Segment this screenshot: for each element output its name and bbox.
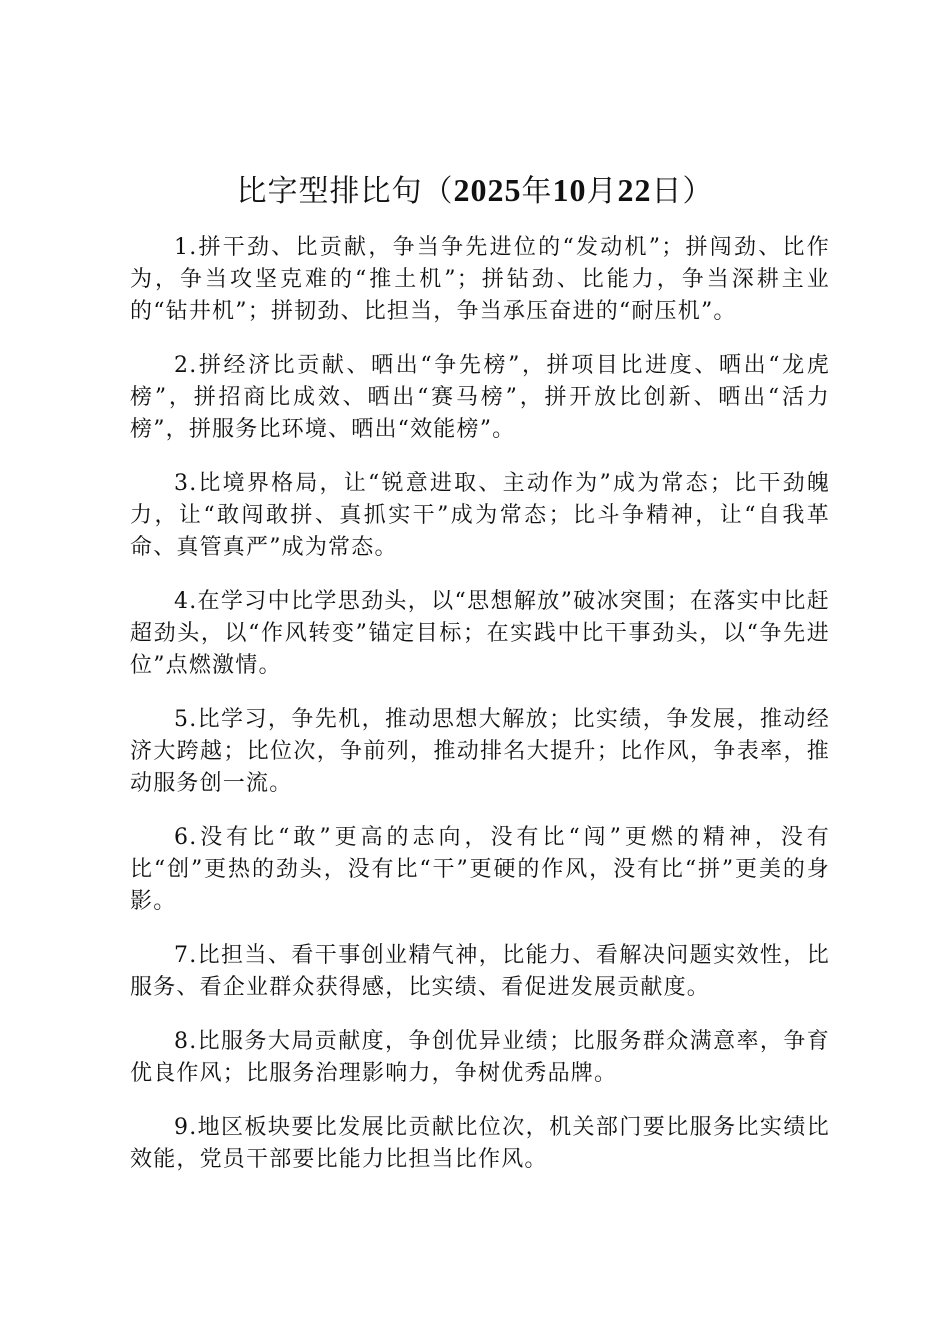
paragraph-4: 4.在学习中比学思劲头，以“思想解放”破冰突围；在落实中比赶超劲头，以“作风转变”锚定目标；在实践中比干事劲头，以“争先进位”点燃激情。 bbox=[130, 589, 830, 678]
paragraph-2: 2.拼经济比贡献、晒出“争先榜”，拼项目比进度、晒出“龙虎榜”，拼招商比成效、晒出“赛马榜”，拼开放比创新、晒出“活力榜”，拼服务比环境、晒出“效能榜”。 bbox=[130, 353, 830, 442]
paragraph-7: 7.比担当、看干事创业精气神，比能力、看解决问题实效性，比服务、看企业群众获得感，比实绩、看促进发展贡献度。 bbox=[130, 943, 830, 1000]
title-month: 10 bbox=[552, 172, 587, 208]
title-day-unit: 日） bbox=[651, 174, 714, 209]
paragraph-8: 8.比服务大局贡献度，争创优异业绩；比服务群众满意率，争育优良作风；比服务治理影响力，争树优秀品牌。 bbox=[130, 1029, 830, 1086]
title-year-unit: 年 bbox=[521, 174, 553, 209]
title-month-unit: 月 bbox=[586, 174, 618, 209]
title-year: 2025 bbox=[453, 172, 522, 208]
title-day: 22 bbox=[617, 172, 652, 208]
paragraph-5: 5.比学习，争先机，推动思想大解放；比实绩，争发展，推动经济大跨越；比位次，争前列，推动排名大提升；比作风，争表率，推动服务创一流。 bbox=[130, 707, 830, 796]
title-text: 比字型排比句（ bbox=[236, 174, 454, 209]
document-body bbox=[130, 232, 830, 1198]
paragraph-6: 6.没有比“敢”更高的志向，没有比“闯”更燃的精神，没有比“创”更热的劲头，没有比“干”更硬的作风，没有比“拼”更美的身影。 bbox=[130, 825, 830, 914]
paragraph-9: 9.地区板块要比发展比贡献比位次，机关部门要比服务比实绩比效能，党员干部要比能力比担当比作风。 bbox=[130, 1115, 830, 1172]
document-title bbox=[0, 166, 950, 216]
paragraph-3: 3.比境界格局，让“锐意进取、主动作为”成为常态；比干劲魄力，让“敢闯敢拼、真抓实干”成为常态；比斗争精神，让“自我革命、真管真严”成为常态。 bbox=[130, 471, 830, 560]
paragraph-1: 1.拼干劲、比贡献，争当争先进位的“发动机”；拼闯劲、比作为，争当攻坚克难的“推土机”；拼钻劲、比能力，争当深耕主业的“钻井机”；拼韧劲、比担当，争当承压奋进的“耐压机”。 bbox=[130, 235, 830, 324]
